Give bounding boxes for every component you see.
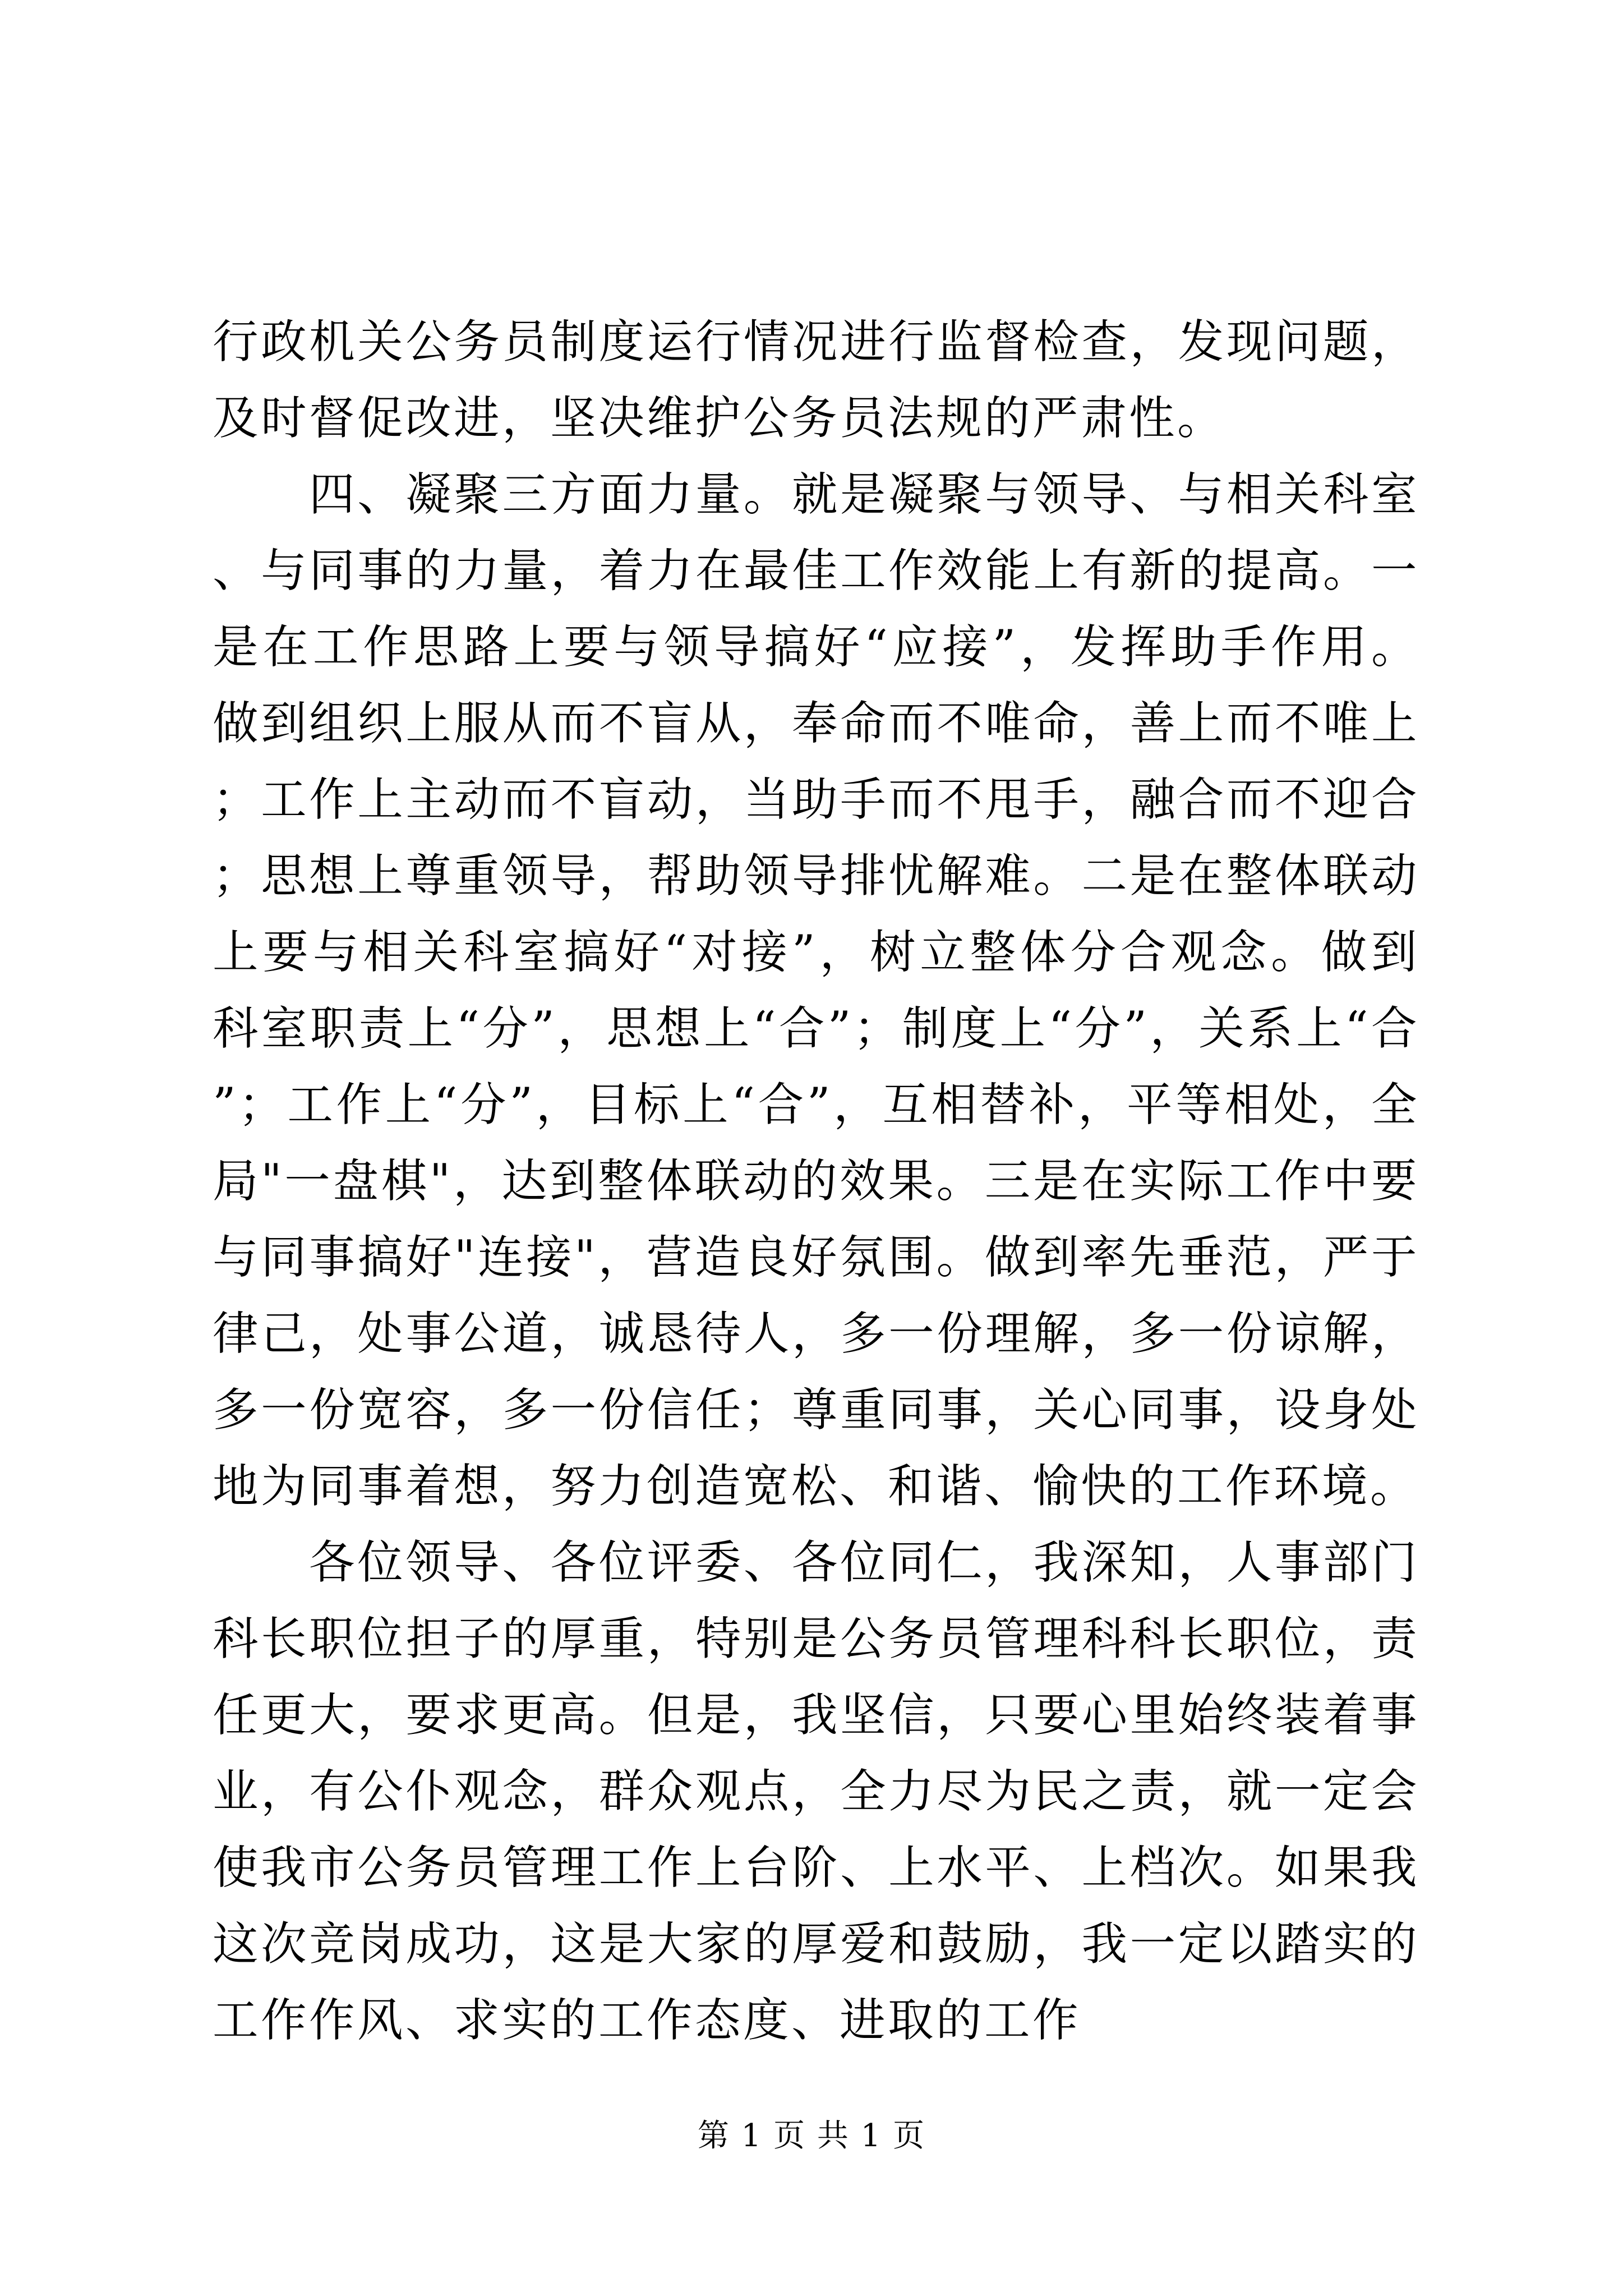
- page-footer: 第 1 页 共 1 页: [697, 2118, 926, 2154]
- paragraph-closing: 各位领导、各位评委、各位同仁，我深知，人事部门科长职位担子的厚重，特别是公务员管理科科长职位，责任更大，要求更高。但是，我坚信，只要心里始终装着事业，有公仆观念，群众观点，全力尽为民之责，就一定会使我市公务员管理工作上台阶、上水平、上档次。如果我这次竞岗成功，这是大家的厚爱和鼓励，我一定以踏实的工作作风、求实的工作态度、进取的工作: [213, 1536, 1419, 2047]
- paragraph-section-four: 四、凝聚三方面力量。就是凝聚与领导、与相关科室、与同事的力量，着力在最佳工作效能上有新的提高。一是在工作思路上要与领导搞好“应接”，发挥助手作用。做到组织上服从而不盲从，奉命而不唯命，善上而不唯上；工作上主动而不盲动，当助手而不甩手，融合而不迎合；思想上尊重领导，帮助领导排忧解难。二是在整体联动上要与相关科室搞好“对接”，树立整体分合观念。做到科室职责上“分”，思想上“合”；制度上“分”，关系上“合”；工作上“分”，目标上“合”，互相替补，平等相处，全局"一盘棋"，达到整体联动的效果。三是在实际工作中要与同事搞好"连接"，营造良好氛围。做到率先垂范，严于律己，处事公道，诚恳待人，多一份理解，多一份谅解，多一份宽容，多一份信任；尊重同事，关心同事，设身处地为同事着想，努力创造宽松、和谐、愉快的工作环境。: [213, 468, 1419, 1513]
- paragraph-continued: 行政机关公务员制度运行情况进行监督检查，发现问题，及时督促改进，坚决维护公务员法规的严肃性。: [213, 315, 1419, 445]
- document-body: [213, 304, 1419, 2059]
